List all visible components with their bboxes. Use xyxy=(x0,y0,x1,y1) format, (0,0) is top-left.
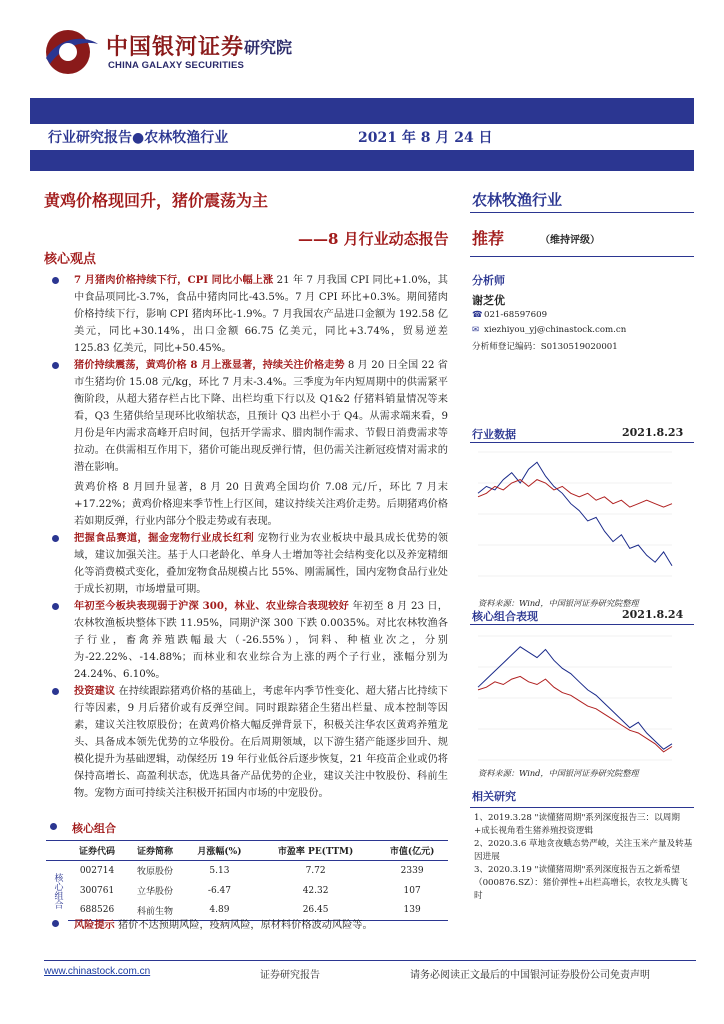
column-header: 证券简称 xyxy=(126,841,184,861)
industry-data-date: 2021.8.23 xyxy=(622,426,684,439)
paragraph-text: 8 月 20 日全国 22 省市生猪均价 15.08 元/kg，环比 7 月末-3.4%。三季度为年内短周期中的供需紧平衡阶段，从超大猪存栏占比下降、出栏均重下行以及 Q1&2 仔猪料销量情况等来看，Q3 生猪供给呈现环比收缩状态，且预计 Q3 出栏小于 Q4。从需求端来看，9 月份是年内需求高峰开启时间，包括开学需求、腊肉制作需求、节假日消费需求等拉动。在供需相互作用下，猪价可能出现反弹行情，但仍需关注新冠疫情对需求的潜在影响。 xyxy=(74,360,448,473)
table-cell: 139 xyxy=(376,901,448,921)
report-title: 黄鸡价格现回升，猪价震荡为主 xyxy=(44,191,269,210)
risk-text: 猪价不达预期风险，疫病风险，原材料价格波动风险等。 xyxy=(114,920,373,931)
paragraph-highlight: 7 月猪肉价格持续下行，CPI 同比小幅上涨 xyxy=(74,274,274,286)
logo-chinese-name: 中国银河证券 xyxy=(106,35,245,60)
report-subtitle: ——8 月行业动态报告 xyxy=(298,230,449,248)
industry-data-chart xyxy=(472,446,694,586)
phone-icon: ☎ xyxy=(472,310,483,320)
table-cell: 立华股份 xyxy=(136,887,173,897)
paragraph-text: 在持续跟踪猪鸡价格的基础上，考虑年内季节性变化、超大猪占比持续下行等因素，9 月后猪价或有反弹空间。同时跟踪猪企生猪出栏量、成本控制等因素，建议关注牧原股份；在黄鸡价格大幅反弹背景下，积极关注华农区黄鸡养殖龙头、具备成本领先优势的立华股份。在后周期领域，以下游生猪产能逐步回升、规模化提升为基础逻辑，动保经历 19 年行业低谷后逐步恢复，21 年疫苗企业或仍将保持高增长、高盈利状态，优选具备产品优势的企业，建议关注中牧股份、科前生物。宠物方面可持续关注积极开拓国内市场的中宠股份。 xyxy=(74,686,448,799)
table-cell: 2339 xyxy=(400,865,424,876)
chart-series-line xyxy=(478,676,672,752)
bullet-icon xyxy=(52,535,59,542)
chart-source: 资料来源：Wind，中国银河证券研究院整理 xyxy=(478,768,639,778)
paragraph-text: 黄鸡价格 8 月回升显著，8 月 20 日黄鸡全国均价 7.08 元/斤，环比 7 月末+17.22%；黄鸡价格迎来季节性上行区间，建议持续关注鸡价走势。后期猪鸡价格若如期反弹，行业内部分个股走势或有表现。 xyxy=(74,482,448,527)
paragraph-text: 21 年 7 月我国 CPI 同比+1.0%，其中食品项同比-3.7%，食品中猪肉同比-43.5%。7 月 CPI 环比+0.3%。期间猪肉价格持续下行，影响 CPI 猪肉环比-1.9%。7 月我国农产品进口金额为 192.58 亿美元，同比+30.14%，出口金额 66.75 亿美元，同比+3.74%，贸易逆差 125.83 亿美元，同比+50.45%。 xyxy=(74,275,448,354)
logo-department: 研究院 xyxy=(244,38,293,57)
footer-url[interactable]: www.chinastock.com.cn xyxy=(44,966,151,977)
portfolio-heading-text: 核心组合 xyxy=(72,822,116,835)
core-view-body xyxy=(46,272,448,802)
analyst-email xyxy=(472,325,626,335)
report-type: 行业研究报告●农林牧渔行业 xyxy=(48,130,229,146)
portfolio-side-label: 核心组合 xyxy=(52,872,63,909)
portfolio-perf-heading: 核心组合表现 xyxy=(472,610,538,623)
table-cell: 5.13 xyxy=(209,865,230,876)
banner-strip xyxy=(30,124,694,150)
table-row xyxy=(46,881,448,901)
column-header: 市值(亿元) xyxy=(376,841,448,861)
paragraph-highlight: 猪价持续震荡，黄鸡价格 8 月上涨显著，持续关注价格走势 xyxy=(74,359,345,371)
header-banner xyxy=(30,98,694,171)
related-link[interactable]: 3、2020.3.19 "读懂猪周期"系列深度报告五之新希望（000876.SZ）：猪价弹性+出栏高增长，农牧龙头腾飞时 xyxy=(474,865,688,901)
table-cell: 科前生物 xyxy=(126,901,184,921)
column-header: 证券代码 xyxy=(68,841,126,861)
related-research xyxy=(470,788,694,903)
report-date: 2021 年 8 月 24 日 xyxy=(358,130,493,146)
galaxy-logo-icon xyxy=(40,24,100,80)
table-cell: 牧原股份 xyxy=(136,867,173,878)
paragraph-highlight: 年初至今板块表现弱于沪深 300，林业、农业综合表现较好 xyxy=(74,600,350,612)
bullet-icon xyxy=(52,603,59,610)
portfolio-heading xyxy=(44,820,116,836)
sidebar-divider xyxy=(470,256,694,257)
industry-data-heading: 行业数据 xyxy=(472,428,516,441)
logo-english-name: CHINA GALAXY SECURITIES xyxy=(108,60,245,71)
bullet-icon xyxy=(52,277,59,284)
portfolio-perf-date: 2021.8.24 xyxy=(622,608,684,621)
phone-number: 021-68597609 xyxy=(484,310,548,320)
bullet-icon xyxy=(52,688,59,695)
email-icon: ✉ xyxy=(472,325,480,335)
core-paragraph xyxy=(46,479,448,530)
bullet-icon xyxy=(52,920,59,927)
risk-warning xyxy=(46,916,448,931)
analyst-name: 谢芝优 xyxy=(472,294,505,307)
analyst-phone xyxy=(472,310,547,320)
core-paragraph xyxy=(46,683,448,802)
table-cell: 42.32 xyxy=(302,885,329,896)
chart-source: 资料来源：Wind，中国银河证券研究院整理 xyxy=(478,598,639,608)
related-link[interactable]: 1、2019.3.28 "读懂猪周期"系列深度报告三：以周期+成长视角看生猪养殖投资逻辑 xyxy=(474,813,680,836)
portfolio-table xyxy=(46,840,448,921)
section-divider xyxy=(470,624,694,625)
core-paragraph xyxy=(46,357,448,476)
table-header-row xyxy=(46,841,448,861)
table-cell: 300761 xyxy=(79,885,115,896)
table-cell: 688526 xyxy=(68,901,126,921)
core-paragraph xyxy=(46,530,448,598)
rating-note: （维持评级） xyxy=(540,235,600,246)
paragraph-text: 宠物行业为农业板块中最具成长优势的领域，建议加强关注。基于人口老龄化、单身人士增加等社会结构变化以及养宠精细化等消费模式变化，叠加宠物食品规模占比 55%、刚需属性，国内宠物食品行业处于成长初期，市场增量可期。 xyxy=(74,533,448,595)
table-cell: 26.45 xyxy=(255,901,376,921)
company-logo xyxy=(40,22,360,82)
column-header: 市盈率 PE(TTM) xyxy=(255,841,376,861)
paragraph-highlight: 把握食品赛道，掘金宠物行业成长红利 xyxy=(74,532,255,544)
analyst-heading: 分析师 xyxy=(472,274,505,287)
section-divider xyxy=(470,442,694,443)
table-cell: 7.72 xyxy=(305,865,326,876)
table-cell: 002714 xyxy=(79,865,115,876)
chart-series-line xyxy=(478,480,672,508)
column-header: 月涨幅(%) xyxy=(184,841,255,861)
footer-middle: 证券研究报告 xyxy=(260,970,320,981)
rating: 推荐 xyxy=(472,229,505,248)
analyst-cert: 分析师登记编码：S0130519020001 xyxy=(472,342,618,352)
email-address[interactable]: xiezhiyou_yj@chinastock.com.cn xyxy=(484,325,627,335)
bullet-icon xyxy=(50,823,57,830)
footer-disclaimer: 请务必阅读正文最后的中国银河证券股份公司免责声明 xyxy=(410,970,650,981)
sidebar-divider xyxy=(470,212,694,213)
table-cell: 107 xyxy=(403,885,421,896)
table-row xyxy=(46,861,448,881)
portfolio-perf-chart xyxy=(472,630,694,770)
risk-heading: 风险提示 xyxy=(74,919,115,931)
related-heading: 相关研究 xyxy=(470,788,694,808)
bullet-icon xyxy=(52,362,59,369)
paragraph-text: 年初至 8 月 23 日，农林牧渔板块整体下跌 11.95%，同期沪深 300 下跌 0.0035%。对比农林牧渔各子行业，畜禽养殖跌幅最大（-26.55%），饲料、种植业次之，分别为-22.22%、-14.88%；而林业和农业综合为上涨的两个子行业，涨幅分别为 24.24%、6.10%。 xyxy=(74,601,448,680)
table-cell: -6.47 xyxy=(207,885,231,896)
core-view-heading: 核心观点 xyxy=(44,252,97,267)
related-link[interactable]: 2、2020.3.6 草地贪夜蛾态势严峻，关注玉米产量及转基因进展 xyxy=(474,839,693,862)
footer-divider xyxy=(44,960,696,961)
core-paragraph xyxy=(46,598,448,683)
paragraph-highlight: 投资建议 xyxy=(74,685,116,697)
sidebar-sector: 农林牧渔行业 xyxy=(472,191,563,209)
table-header-spacer xyxy=(46,841,68,861)
core-paragraph xyxy=(46,272,448,357)
table-cell: 4.89 xyxy=(184,901,255,921)
